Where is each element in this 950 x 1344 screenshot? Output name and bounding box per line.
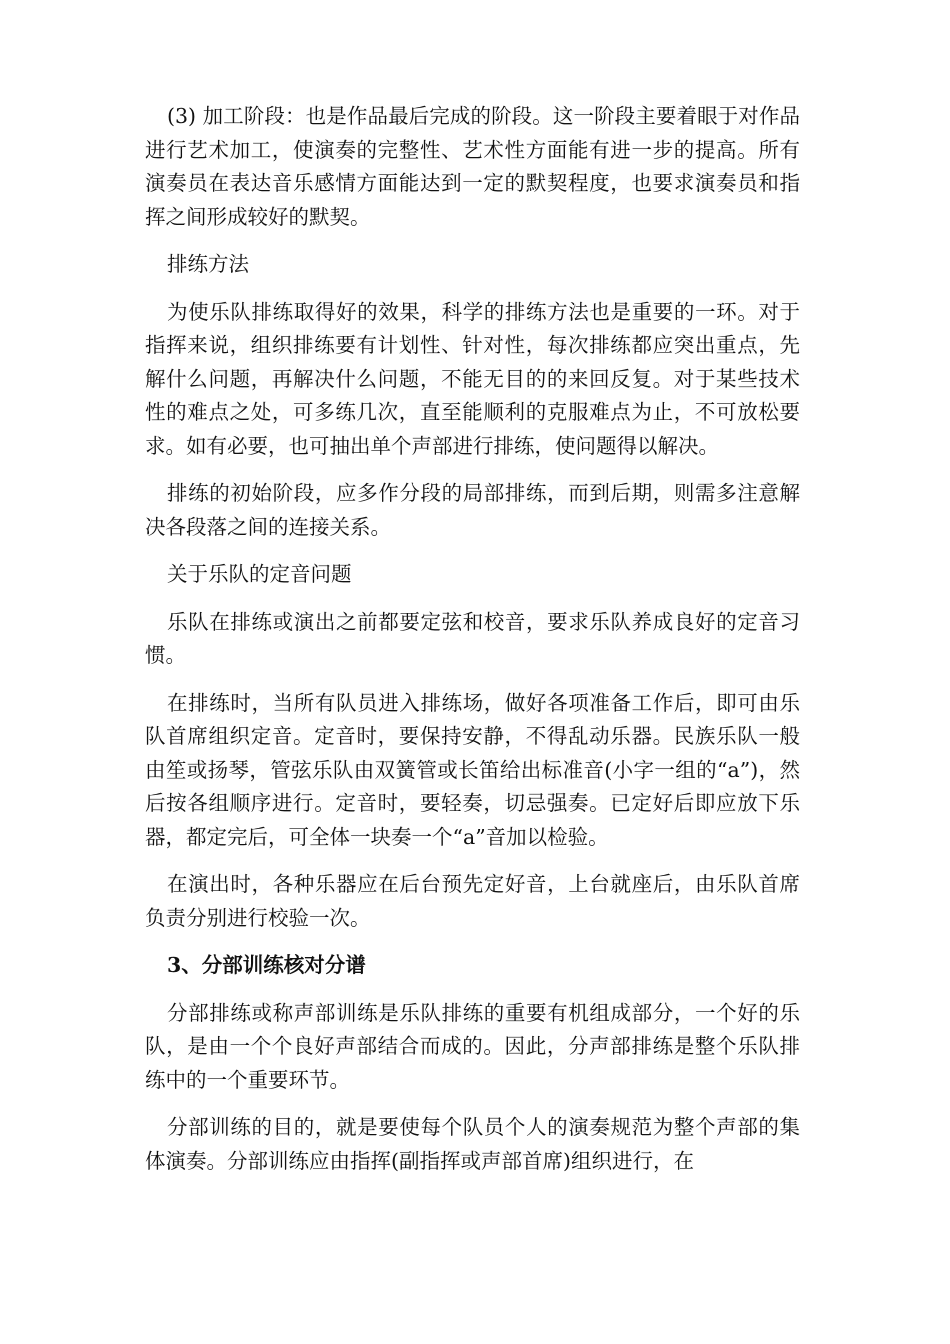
paragraph-processing-stage: (3) 加工阶段：也是作品最后完成的阶段。这一阶段主要着眼于对作品进行艺术加工，使演奏的完整性、艺术性方面能有进一步的提高。所有演奏员在表达音乐感情方面能达到一定的默契程度，也要求演奏员和指挥之间形成较好的默契。 [145,104,800,229]
paragraph-initial-stage: 排练的初始阶段，应多作分段的局部排练，而到后期，则需多注意解决各段落之间的连接关系。 [145,481,800,539]
paragraph-tuning-rehearsal: 在排练时，当所有队员进入排练场，做好各项准备工作后，即可由乐队首席组织定音。定音时，要保持安静，不得乱动乐器。民族乐队一般由笙或扬琴，管弦乐队由双簧管或长笛给出标准音(小字一组的“a”)，然后按各组顺序进行。定音时，要轻奏，切忌强奏。已定好后即应放下乐器，都定完后，可全体一块奏一个“a”音加以检验。 [145,690,800,849]
paragraph-sectional-importance: 分部排练或称声部训练是乐队排练的重要有机组成部分，一个好的乐队，是由一个个良好声部结合而成的。因此，分声部排练是整个乐队排练中的一个重要环节。 [145,1000,800,1092]
heading-tuning: 关于乐队的定音问题 [167,562,352,586]
document-page [145,100,800,1192]
heading-sectional-training: 3、分部训练核对分谱 [167,953,366,977]
paragraph-rehearsal-method: 为使乐队排练取得好的效果，科学的排练方法也是重要的一环。对于指挥来说，组织排练要有计划性、针对性，每次排练都应突出重点，先解什么问题，再解决什么问题，不能无目的的来回反复。对于某些技术性的难点之处，可多练几次，直至能顺利的克服难点为止，不可放松要求。如有必要，也可抽出单个声部进行排练，使问题得以解决。 [145,299,800,458]
paragraph-sectional-purpose: 分部训练的目的，就是要使每个队员个人的演奏规范为整个声部的集体演奏。分部训练应由指挥(副指挥或声部首席)组织进行，在 [145,1115,800,1173]
heading-rehearsal-method: 排练方法 [167,252,249,276]
paragraph-tuning-habit: 乐队在排练或演出之前都要定弦和校音，要求乐队养成良好的定音习惯。 [145,609,800,667]
paragraph-tuning-performance: 在演出时，各种乐器应在后台预先定好音，上台就座后，由乐队首席负责分别进行校验一次。 [145,872,800,930]
